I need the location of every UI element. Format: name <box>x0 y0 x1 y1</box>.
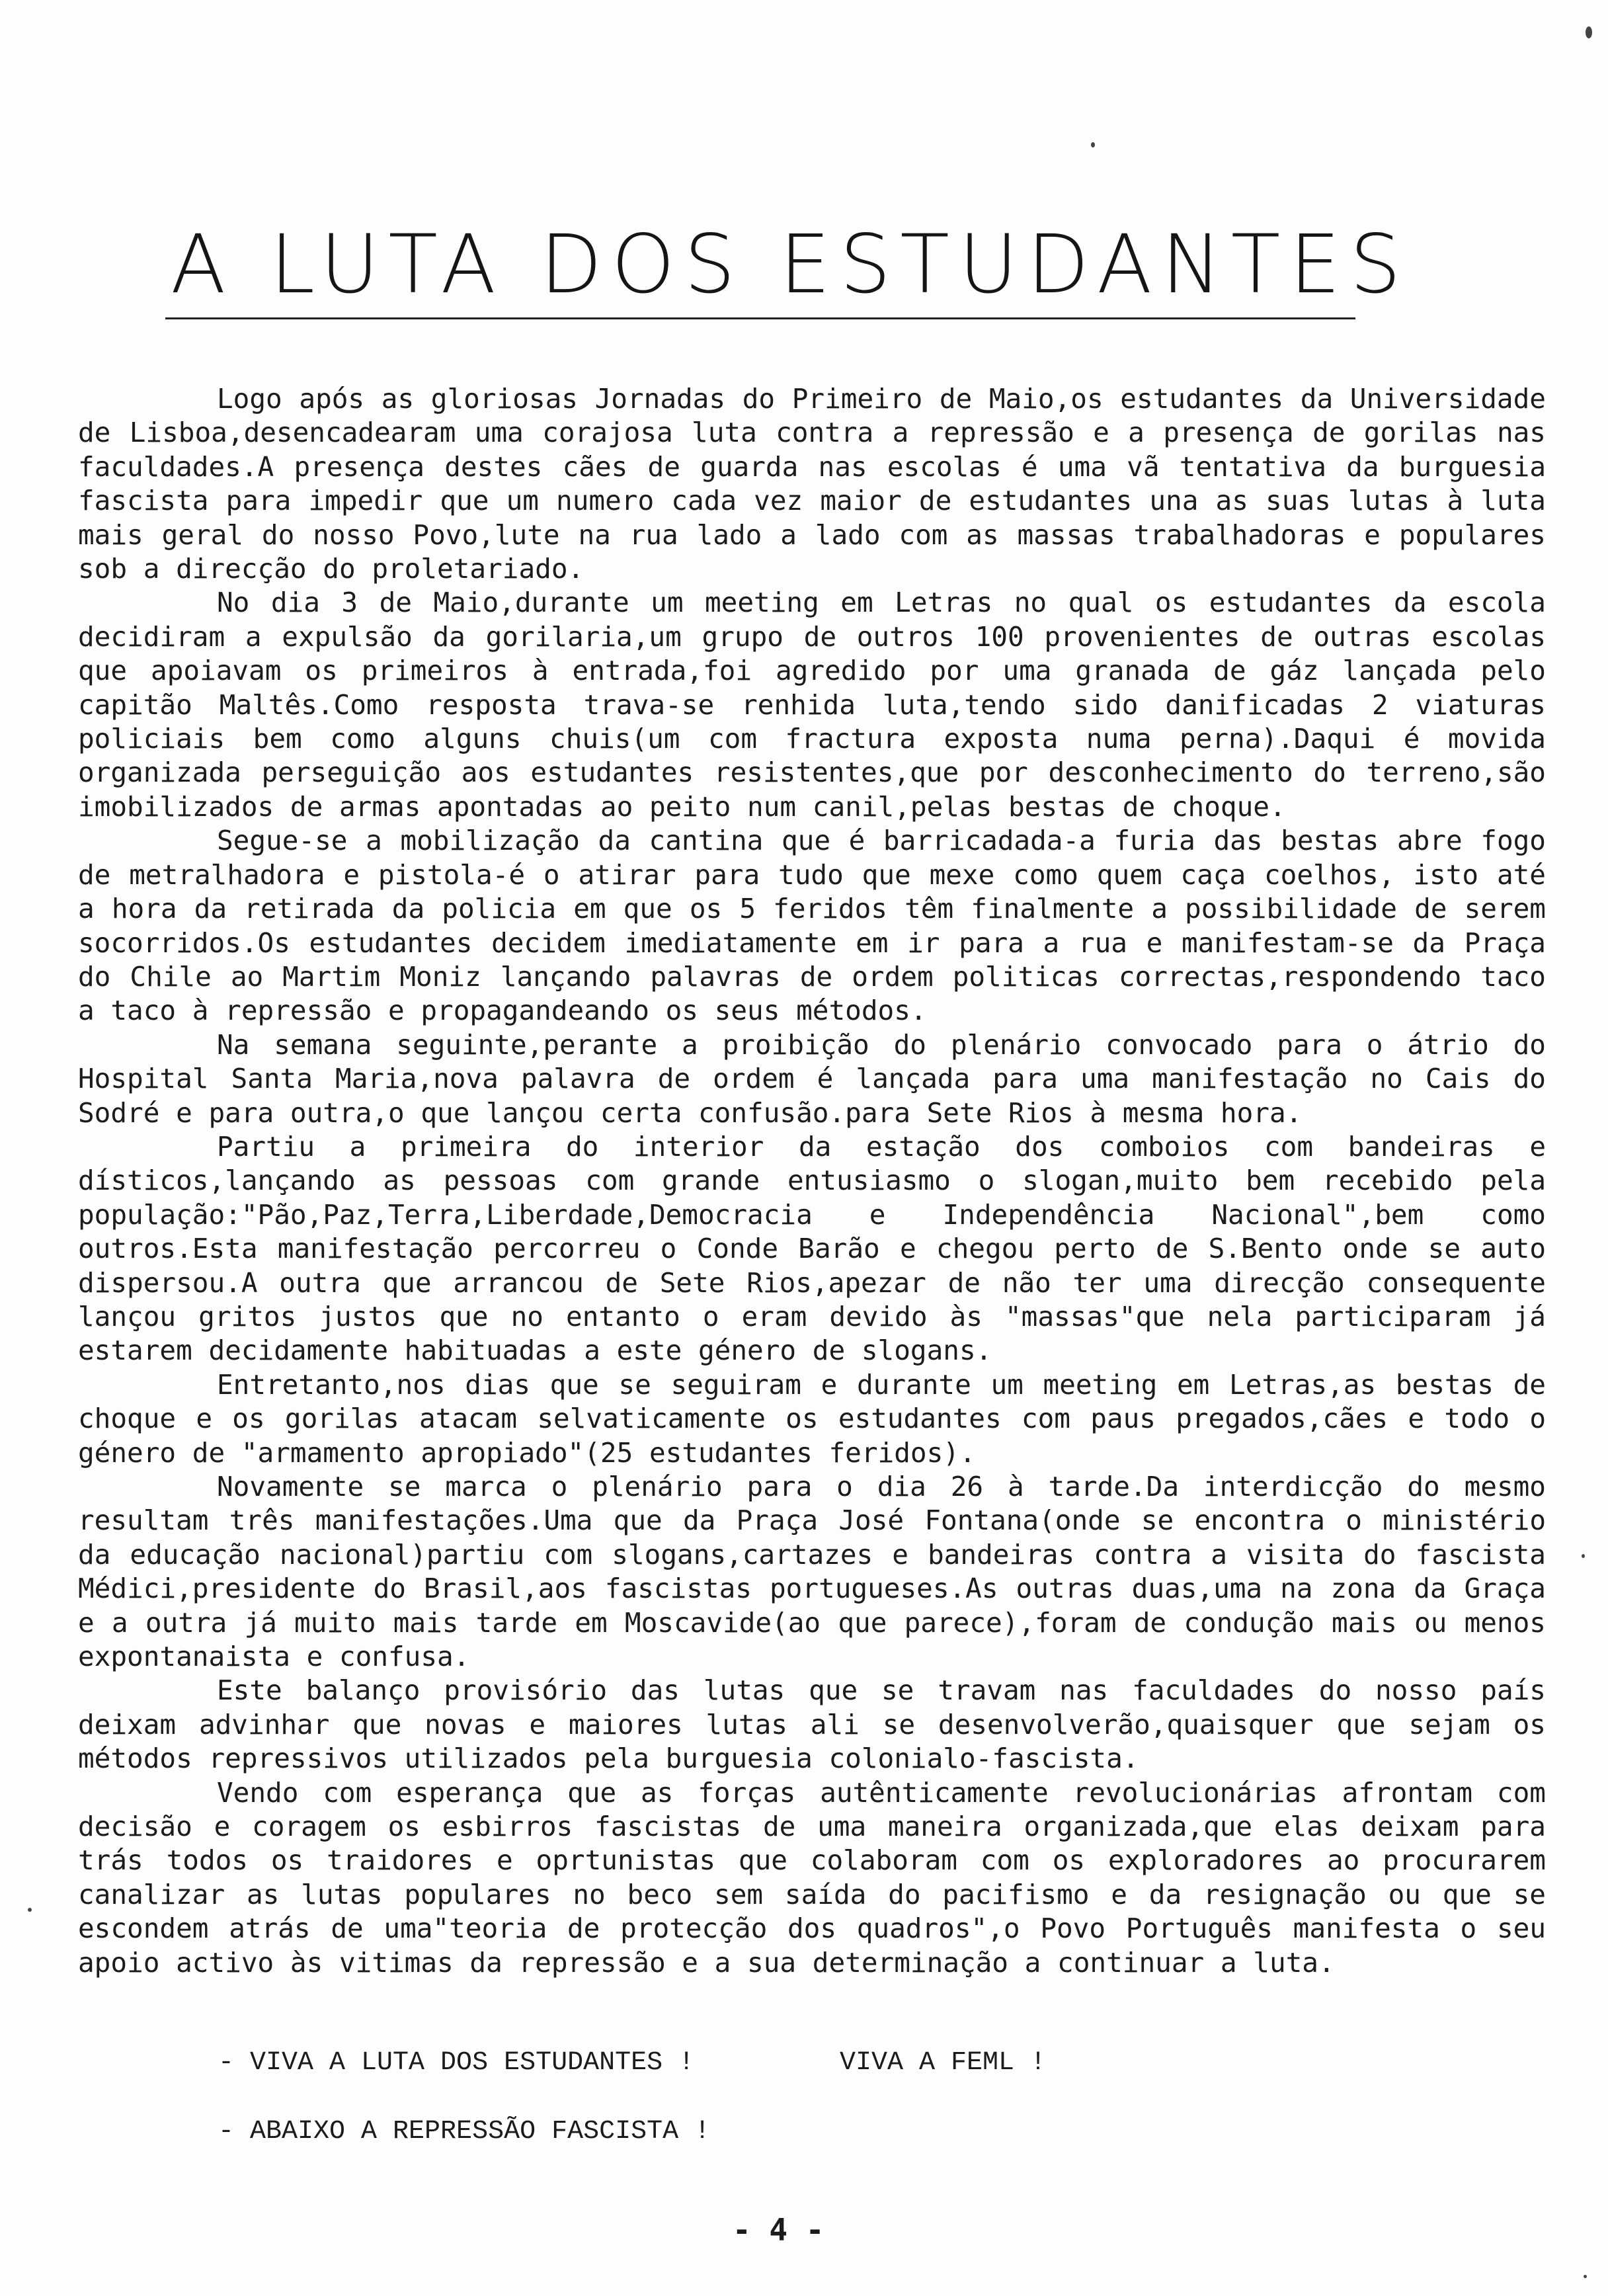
slogan-viva-feml: VIVA A FEML ! <box>840 2048 1047 2078</box>
paragraph-6: Entretanto,nos dias que se seguiram e durante um meeting em Letras,as bestas de choque e os gorilas atacam selvaticamente os estudantes com paus pregados,cães e todo o género de "armamento apropiado"(25 estudantes feridos). <box>78 1368 1546 1469</box>
paragraph-3: Segue-se a mobilização da cantina que é barricadada-a furia das bestas abre fogo de metralhadora e pistola-é o atirar para tudo que mexe como quem caça coelhos, isto até a hora da retirada da policia em que os 5 feridos têm finalmente a possibilidade de serem socorridos.Os estudantes decidem imediatamente em ir para a rua e manifestam-se da Praça do Chile ao Martim Moniz lançando palavras de ordem politicas correctas,respondendo taco a taco à repressão e propagandeando os seus métodos. <box>78 825 1546 1027</box>
page-number: - 4 - <box>733 2212 824 2248</box>
paragraph-7: Novamente se marca o plenário para o dia 26 à tarde.Da interdicção do mesmo resultam três manifestações.Uma que da Praça José Fontana(onde se encontra o ministério da educação nacional)partiu com slogans,cartazes e bandeiras contra a visita do fascista Médici,presidente do Brasil,aos fascistas portugueses.As outras duas,uma na zona da Graça e a outra já muito mais tarde em Moscavide(ao que parece),foram de condução mais ou menos expontanaista e confusa. <box>78 1471 1546 1673</box>
scan-speck <box>1584 2275 1587 2278</box>
scan-speck <box>1091 142 1095 147</box>
slogans-block <box>218 2029 1276 2166</box>
slogan-viva-luta: - VIVA A LUTA DOS ESTUDANTES ! <box>218 2048 695 2078</box>
paragraph-9: Vendo com esperança que as forças autênticamente revolucionárias afrontam com decisão e coragem os esbirros fascistas de uma maneira organizada,que elas deixam para trás todos os traidores e oprtunistas que colaboram com os exploradores ao procurarem canalizar as lutas populares no beco sem saída do pacifismo e da resignação ou que se escondem atrás de uma"teoria de protecção dos quadros",o Povo Português manifesta o seu apoio activo às vitimas da repressão e a sua determinação a continuar a luta. <box>78 1776 1546 1979</box>
article-body <box>78 382 1546 1980</box>
slogan-row-2 <box>218 2098 1276 2166</box>
scan-speck <box>28 1908 32 1912</box>
scan-speck <box>1582 1554 1585 1558</box>
scan-speck <box>1586 26 1592 38</box>
title-underline <box>165 317 1355 319</box>
paragraph-2: No dia 3 de Maio,durante um meeting em Letras no qual os estudantes da escola decidiram a expulsão da gorilaria,um grupo de outros 100 provenientes de outras escolas que apoiavam os primeiros à entrada,foi agredido por uma granada de gáz lançada pelo capitão Maltês.Como resposta trava-se renhida luta,tendo sido danificadas 2 viaturas policiais bem como alguns chuis(um com fractura exposta numa perna).Daqui é movida organizada perseguição aos estudantes resistentes,que por desconhecimento do terreno,são imobilizados de armas apontadas ao peito num canil,pelas bestas de choque. <box>78 587 1546 823</box>
paragraph-5: Partiu a primeira do interior da estação dos comboios com bandeiras e dísticos,lançando as pessoas com grande entusiasmo o slogan,muito bem recebido pela população:"Pão,Paz,Terra,Liberdade,Democracia e Independência Nacional",bem como outros.Esta manifestação percorreu o Conde Barão e chegou perto de S.Bento onde se auto dispersou.A outra que arrancou de Sete Rios,apezar de não ter uma direcção consequente lançou gritos justos que no entanto o eram devido às "massas"que nela participaram já estarem decidamente habituadas a este género de slogans. <box>78 1130 1546 1367</box>
slogan-abaixo-repressao: - ABAIXO A REPRESSÃO FASCISTA ! <box>218 2117 711 2147</box>
article-title: A LUTA DOS ESTUDANTES <box>171 218 1410 311</box>
slogan-row-1 <box>218 2029 1276 2098</box>
paragraph-4: Na semana seguinte,perante a proibição do plenário convocado para o átrio do Hospital Santa Maria,nova palavra de ordem é lançada para uma manifestação no Cais do Sodré e para outra,o que lançou certa confusão.para Sete Rios à mesma hora. <box>78 1028 1546 1129</box>
paragraph-8: Este balanço provisório das lutas que se travam nas faculdades do nosso país deixam advinhar que novas e maiores lutas ali se desenvolverão,quaisquer que sejam os métodos repressivos utilizados pela burguesia colonialo-fascista. <box>78 1674 1546 1775</box>
paragraph-1: Logo após as gloriosas Jornadas do Primeiro de Maio,os estudantes da Universidade de Lisboa,desencadearam uma corajosa luta contra a repressão e a presença de gorilas nas faculdades.A presença destes cães de guarda nas escolas é uma vã tentativa da burguesia fascista para impedir que um numero cada vez maior de estudantes una as suas lutas à luta mais geral do nosso Povo,lute na rua lado a lado com as massas trabalhadoras e populares sob a direcção do proletariado. <box>78 383 1546 585</box>
